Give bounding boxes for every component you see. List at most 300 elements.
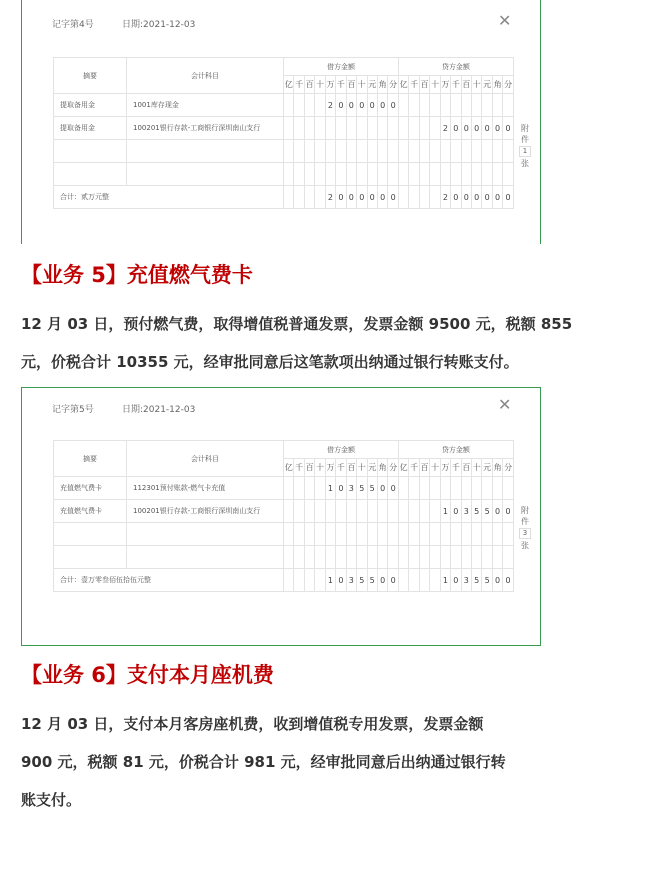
credit-digit (461, 94, 471, 117)
credit-digit (419, 94, 429, 117)
total-label: 合计：贰万元整 (54, 186, 284, 209)
unit-header: 万 (325, 76, 335, 94)
debit-digit: 0 (377, 569, 387, 592)
debit-digit (315, 569, 325, 592)
debit-digit (304, 186, 314, 209)
debit-digit: 5 (357, 477, 367, 500)
header-credit: 贷方金额 (398, 58, 513, 76)
credit-digit: 0 (503, 117, 514, 140)
summary-cell: 充值燃气费卡 (54, 477, 127, 500)
credit-digit: 0 (461, 117, 471, 140)
debit-digit (284, 140, 294, 163)
debit-digit (294, 140, 304, 163)
credit-digit: 2 (440, 186, 450, 209)
unit-header: 角 (492, 76, 502, 94)
credit-digit (492, 163, 502, 186)
credit-digit (440, 94, 450, 117)
unit-header: 角 (377, 459, 387, 477)
debit-digit (284, 569, 294, 592)
credit-digit (419, 140, 429, 163)
unit-header: 分 (388, 76, 399, 94)
credit-digit (472, 163, 482, 186)
credit-digit (440, 140, 450, 163)
credit-digit (430, 546, 440, 569)
credit-digit (409, 117, 419, 140)
credit-digit (482, 94, 492, 117)
voucher-table (53, 57, 514, 209)
account-cell (127, 523, 284, 546)
unit-header: 分 (503, 459, 514, 477)
debit-digit: 2 (325, 186, 335, 209)
debit-digit (388, 117, 399, 140)
debit-digit (294, 546, 304, 569)
unit-header: 十 (430, 76, 440, 94)
credit-digit (430, 569, 440, 592)
debit-digit (325, 140, 335, 163)
debit-digit (377, 163, 387, 186)
credit-digit (503, 477, 514, 500)
debit-digit (346, 546, 356, 569)
debit-digit (294, 186, 304, 209)
unit-header: 十 (472, 76, 482, 94)
account-cell (127, 163, 284, 186)
debit-digit: 0 (377, 477, 387, 500)
debit-digit (388, 500, 399, 523)
debit-digit (377, 117, 387, 140)
credit-digit: 2 (440, 117, 450, 140)
credit-digit (472, 477, 482, 500)
table-row (54, 94, 514, 117)
credit-digit: 0 (492, 500, 502, 523)
debit-digit: 0 (336, 569, 346, 592)
credit-digit (398, 163, 408, 186)
unit-header: 十 (315, 76, 325, 94)
credit-digit (451, 546, 461, 569)
debit-digit (284, 523, 294, 546)
debit-digit (284, 477, 294, 500)
unit-header: 十 (357, 76, 367, 94)
debit-digit (325, 163, 335, 186)
credit-digit (472, 523, 482, 546)
header-credit: 贷方金额 (398, 441, 513, 459)
credit-digit (398, 477, 408, 500)
credit-digit (419, 569, 429, 592)
section-paragraph-6: 12 月 03 日，支付本月客房座机费，收到增值税专用发票，发票金额 900 元，税额 81 元，价税合计 981 元，经审批同意后出纳通过银行转 账支付。 (21, 715, 506, 809)
unit-header: 十 (315, 459, 325, 477)
account-cell: 112301预付账款-燃气卡充值 (127, 477, 284, 500)
unit-header: 千 (294, 459, 304, 477)
credit-digit (461, 140, 471, 163)
debit-digit: 0 (336, 477, 346, 500)
unit-header: 百 (419, 76, 429, 94)
debit-digit (388, 546, 399, 569)
section-title-6: 【业务 6】支付本月座机费 (21, 663, 274, 687)
debit-digit: 5 (367, 569, 377, 592)
credit-digit (492, 94, 502, 117)
summary-cell (54, 140, 127, 163)
debit-digit (294, 117, 304, 140)
summary-cell (54, 523, 127, 546)
credit-digit (430, 523, 440, 546)
table-row (54, 546, 514, 569)
credit-digit: 0 (451, 569, 461, 592)
debit-digit (284, 117, 294, 140)
debit-digit (304, 569, 314, 592)
credit-digit (419, 523, 429, 546)
credit-digit (398, 546, 408, 569)
debit-digit (377, 546, 387, 569)
debit-digit: 0 (388, 94, 399, 117)
credit-digit (461, 477, 471, 500)
debit-digit (357, 546, 367, 569)
credit-digit: 1 (440, 569, 450, 592)
debit-digit: 0 (346, 186, 356, 209)
credit-digit (503, 523, 514, 546)
credit-digit (503, 140, 514, 163)
unit-header: 分 (388, 459, 399, 477)
debit-digit (346, 163, 356, 186)
credit-digit (482, 523, 492, 546)
debit-digit (367, 500, 377, 523)
debit-digit: 0 (357, 186, 367, 209)
debit-digit (315, 500, 325, 523)
debit-digit: 0 (388, 477, 399, 500)
credit-digit (398, 140, 408, 163)
unit-header: 千 (451, 76, 461, 94)
debit-digit (336, 500, 346, 523)
credit-digit: 0 (472, 186, 482, 209)
account-cell: 100201银行存款-工商银行深圳南山支行 (127, 117, 284, 140)
debit-digit (357, 140, 367, 163)
debit-digit (367, 117, 377, 140)
credit-digit (461, 523, 471, 546)
header-summary: 摘要 (54, 441, 127, 477)
credit-digit (430, 477, 440, 500)
debit-digit: 0 (377, 186, 387, 209)
attachment-count: 附 件 3 张 (521, 506, 529, 550)
debit-digit (388, 523, 399, 546)
credit-digit (398, 94, 408, 117)
debit-digit (284, 94, 294, 117)
credit-digit: 0 (503, 500, 514, 523)
debit-digit: 0 (346, 94, 356, 117)
debit-digit: 2 (325, 94, 335, 117)
unit-header: 万 (440, 76, 450, 94)
credit-digit (409, 523, 419, 546)
debit-digit (304, 94, 314, 117)
credit-digit (472, 546, 482, 569)
unit-header: 分 (503, 76, 514, 94)
debit-digit (315, 117, 325, 140)
account-cell: 100201银行存款-工商银行深圳南山支行 (127, 500, 284, 523)
credit-digit: 0 (461, 186, 471, 209)
total-row (54, 186, 514, 209)
credit-digit: 0 (451, 500, 461, 523)
table-row (54, 523, 514, 546)
unit-header: 十 (357, 459, 367, 477)
header-account: 会计科目 (127, 58, 284, 94)
debit-digit: 5 (357, 569, 367, 592)
unit-header: 元 (482, 76, 492, 94)
voucher-4 (21, 0, 541, 244)
unit-header: 亿 (398, 459, 408, 477)
credit-digit (472, 94, 482, 117)
credit-digit: 0 (482, 186, 492, 209)
credit-digit (503, 163, 514, 186)
credit-digit (430, 117, 440, 140)
debit-digit (336, 140, 346, 163)
unit-header: 万 (440, 459, 450, 477)
debit-digit (325, 117, 335, 140)
close-icon[interactable]: ✕ (498, 11, 512, 30)
credit-digit: 3 (461, 569, 471, 592)
summary-cell (54, 163, 127, 186)
debit-digit (367, 163, 377, 186)
voucher-5 (21, 387, 541, 646)
credit-digit (430, 140, 440, 163)
debit-digit (325, 546, 335, 569)
debit-digit (304, 163, 314, 186)
unit-header: 十 (430, 459, 440, 477)
debit-digit (294, 163, 304, 186)
credit-digit (492, 523, 502, 546)
voucher-table (53, 440, 514, 592)
credit-digit (409, 546, 419, 569)
credit-digit: 0 (492, 117, 502, 140)
unit-header: 元 (367, 459, 377, 477)
header-debit: 借方金额 (284, 58, 399, 76)
unit-header: 百 (461, 459, 471, 477)
debit-digit (346, 500, 356, 523)
unit-header: 亿 (398, 76, 408, 94)
debit-digit (315, 186, 325, 209)
summary-cell: 提取备用金 (54, 94, 127, 117)
unit-header: 元 (482, 459, 492, 477)
credit-digit (440, 163, 450, 186)
credit-digit (451, 94, 461, 117)
debit-digit (336, 546, 346, 569)
debit-digit (367, 546, 377, 569)
credit-digit (409, 500, 419, 523)
unit-header: 百 (461, 76, 471, 94)
account-cell (127, 140, 284, 163)
debit-digit: 0 (367, 94, 377, 117)
credit-digit (440, 477, 450, 500)
total-label: 合计：壹万零叁佰伍拾伍元整 (54, 569, 284, 592)
debit-digit (336, 117, 346, 140)
credit-digit (419, 477, 429, 500)
credit-digit: 0 (503, 186, 514, 209)
credit-digit (440, 523, 450, 546)
debit-digit (367, 523, 377, 546)
unit-header: 百 (346, 76, 356, 94)
unit-header: 万 (325, 459, 335, 477)
credit-digit: 5 (482, 569, 492, 592)
credit-digit (503, 546, 514, 569)
unit-header: 角 (492, 459, 502, 477)
close-icon[interactable]: ✕ (498, 395, 512, 414)
credit-digit (398, 117, 408, 140)
credit-digit: 0 (492, 569, 502, 592)
credit-digit (419, 186, 429, 209)
credit-digit (419, 500, 429, 523)
debit-digit (294, 523, 304, 546)
debit-digit: 0 (367, 186, 377, 209)
table-row (54, 117, 514, 140)
unit-header: 千 (451, 459, 461, 477)
debit-digit (304, 117, 314, 140)
unit-header: 十 (472, 459, 482, 477)
debit-digit (388, 140, 399, 163)
credit-digit (409, 186, 419, 209)
debit-digit (304, 523, 314, 546)
credit-digit (419, 546, 429, 569)
debit-digit (357, 117, 367, 140)
debit-digit: 5 (367, 477, 377, 500)
credit-digit (430, 94, 440, 117)
voucher-date: 日期:2021-12-03 (122, 20, 196, 30)
unit-header: 百 (419, 459, 429, 477)
credit-digit: 0 (492, 186, 502, 209)
account-cell (127, 546, 284, 569)
debit-digit: 0 (357, 94, 367, 117)
voucher-date: 日期:2021-12-03 (122, 405, 196, 415)
debit-digit (346, 140, 356, 163)
credit-digit (398, 500, 408, 523)
credit-digit (482, 140, 492, 163)
header-summary: 摘要 (54, 58, 127, 94)
header-debit: 借方金额 (284, 441, 399, 459)
unit-header: 百 (346, 459, 356, 477)
table-row (54, 140, 514, 163)
credit-digit (409, 140, 419, 163)
debit-digit (315, 94, 325, 117)
debit-digit: 0 (377, 94, 387, 117)
credit-digit: 5 (472, 569, 482, 592)
credit-digit (461, 163, 471, 186)
header-account: 会计科目 (127, 441, 284, 477)
credit-digit (492, 477, 502, 500)
unit-header: 千 (409, 76, 419, 94)
debit-digit (325, 500, 335, 523)
credit-digit: 5 (482, 500, 492, 523)
voucher-number: 记字第4号 (52, 20, 94, 30)
voucher-number: 记字第5号 (52, 405, 94, 415)
debit-digit: 0 (336, 94, 346, 117)
debit-digit (294, 500, 304, 523)
debit-digit (284, 546, 294, 569)
debit-digit (315, 163, 325, 186)
unit-header: 千 (336, 459, 346, 477)
credit-digit (409, 477, 419, 500)
debit-digit (336, 163, 346, 186)
debit-digit (304, 140, 314, 163)
credit-digit: 1 (440, 500, 450, 523)
unit-header: 千 (409, 459, 419, 477)
credit-digit: 0 (503, 569, 514, 592)
credit-digit (451, 523, 461, 546)
table-row (54, 477, 514, 500)
credit-digit (492, 140, 502, 163)
credit-digit (451, 477, 461, 500)
debit-digit: 0 (336, 186, 346, 209)
table-row (54, 500, 514, 523)
credit-digit (430, 163, 440, 186)
credit-digit (419, 163, 429, 186)
credit-digit (482, 546, 492, 569)
attachment-count: 附 件 1 张 (521, 124, 529, 168)
credit-digit (398, 186, 408, 209)
debit-digit (294, 94, 304, 117)
summary-cell: 充值燃气费卡 (54, 500, 127, 523)
section-paragraph-5: 12 月 03 日，预付燃气费，取得增值税普通发票，发票金额 9500 元，税额 855 元，价税合计 10355 元，经审批同意后这笔款项出纳通过银行转账支付。 (21, 315, 573, 371)
debit-digit: 3 (346, 569, 356, 592)
credit-digit (451, 163, 461, 186)
account-cell: 1001库存现金 (127, 94, 284, 117)
debit-digit (325, 523, 335, 546)
debit-digit (377, 140, 387, 163)
debit-digit (357, 523, 367, 546)
debit-digit (315, 523, 325, 546)
debit-digit: 1 (325, 477, 335, 500)
debit-digit: 3 (346, 477, 356, 500)
credit-digit (482, 163, 492, 186)
debit-digit: 1 (325, 569, 335, 592)
credit-digit: 0 (482, 117, 492, 140)
debit-digit (304, 477, 314, 500)
debit-digit: 0 (388, 186, 399, 209)
debit-digit (284, 500, 294, 523)
credit-digit (409, 163, 419, 186)
credit-digit: 5 (472, 500, 482, 523)
debit-digit (304, 500, 314, 523)
credit-digit (430, 186, 440, 209)
total-row (54, 569, 514, 592)
unit-header: 千 (294, 76, 304, 94)
unit-header: 亿 (284, 76, 294, 94)
credit-digit (461, 546, 471, 569)
credit-digit (398, 569, 408, 592)
credit-digit: 0 (472, 117, 482, 140)
summary-cell (54, 546, 127, 569)
debit-digit (304, 546, 314, 569)
unit-header: 亿 (284, 459, 294, 477)
debit-digit (346, 117, 356, 140)
debit-digit (294, 477, 304, 500)
credit-digit (430, 500, 440, 523)
credit-digit (440, 546, 450, 569)
unit-header: 千 (336, 76, 346, 94)
credit-digit (398, 523, 408, 546)
debit-digit (315, 546, 325, 569)
debit-digit (284, 186, 294, 209)
debit-digit (357, 500, 367, 523)
debit-digit (367, 140, 377, 163)
summary-cell: 提取备用金 (54, 117, 127, 140)
unit-header: 角 (377, 76, 387, 94)
table-row (54, 163, 514, 186)
credit-digit: 0 (451, 186, 461, 209)
debit-digit (357, 163, 367, 186)
credit-digit (472, 140, 482, 163)
unit-header: 元 (367, 76, 377, 94)
credit-digit (409, 569, 419, 592)
debit-digit (377, 523, 387, 546)
credit-digit (482, 477, 492, 500)
credit-digit: 3 (461, 500, 471, 523)
credit-digit (419, 117, 429, 140)
debit-digit (336, 523, 346, 546)
